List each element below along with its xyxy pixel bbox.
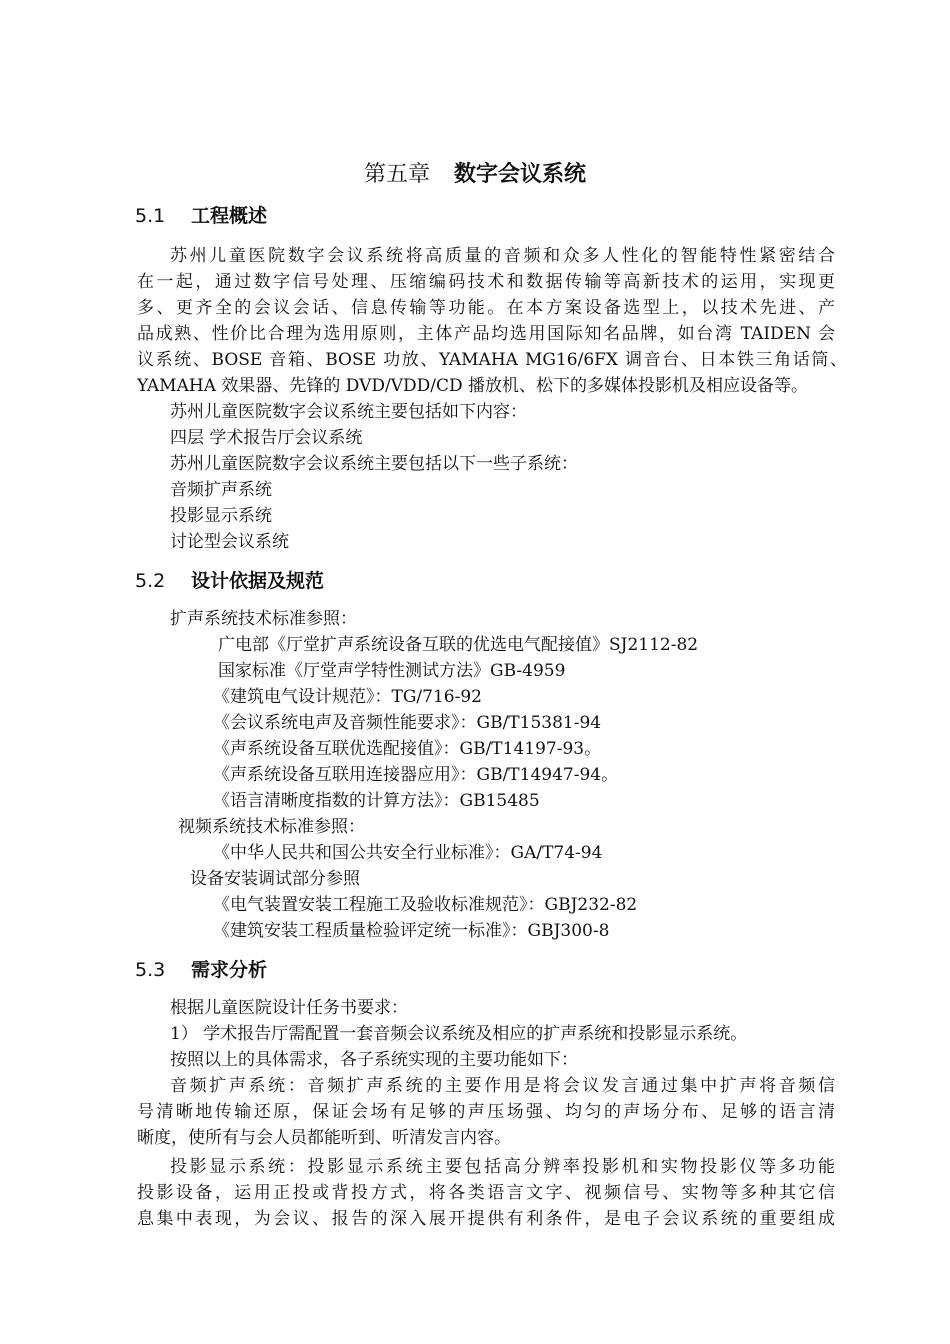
section-number: 5.2	[135, 570, 166, 592]
list-item: 投影显示系统	[170, 506, 272, 526]
standard-item: 《语言清晰度指数的计算方法》：GB15485	[213, 791, 540, 811]
standard-item: 《会议系统电声及音频性能要求》：GB/T15381-94	[213, 713, 602, 733]
chapter-title: 数字会议系统	[454, 162, 587, 187]
standards-heading: 扩声系统技术标准参照：	[170, 609, 357, 629]
paragraph-line: 议系统、BOSE 音箱、BOSE 功放、YAMAHA MG16/6FX 调音台、日本铁三角话筒、	[137, 350, 847, 370]
section-number: 5.1	[135, 205, 166, 227]
paragraph-line: 苏州儿童医院数字会议系统主要包括如下内容：	[170, 402, 527, 422]
section-heading-5-1	[135, 203, 267, 229]
paragraph-line: 投影设备，运用正投或背投方式，将各类语言文字、视频信号、实物等多种其它信	[137, 1183, 835, 1203]
list-item: 讨论型会议系统	[170, 532, 289, 552]
standard-item: 《中华人民共和国公共安全行业标准》：GA/T74-94	[213, 843, 603, 863]
standards-heading: 视频系统技术标准参照：	[178, 817, 365, 837]
section-heading-5-3	[135, 957, 267, 983]
paragraph-line: 品成熟、性价比合理为选用原则，主体产品均选用国际知名品牌，如台湾 TAIDEN 会	[137, 324, 835, 344]
paragraph-line: 苏州儿童医院数字会议系统主要包括以下一些子系统：	[170, 454, 578, 474]
chapter-number: 第五章	[363, 162, 430, 187]
paragraph-line: 苏州儿童医院数字会议系统将高质量的音频和众多人性化的智能特性紧密结合	[170, 246, 835, 266]
numbered-item: 1） 学术报告厅需配置一套音频会议系统及相应的扩声系统和投影显示系统。	[170, 1024, 748, 1044]
standard-item: 国家标准《厅堂声学特性测试方法》GB-4959	[218, 661, 566, 681]
paragraph-line: 息集中表现，为会议、报告的深入展开提供有利条件，是电子会议系统的重要组成	[137, 1209, 835, 1229]
standard-item: 广电部《厅堂扩声系统设备互联的优选电气配接值》SJ2112-82	[218, 635, 699, 655]
standard-item: 《声系统设备互联优选配接值》：GB/T14197-93。	[213, 739, 602, 759]
section-title: 工程概述	[191, 205, 268, 227]
paragraph-line: 号清晰地传输还原，保证会场有足够的声压场强、均匀的声场分布、足够的语言清	[137, 1102, 835, 1122]
paragraph-line: 多、更齐全的会议会话、信息传输等功能。在本方案设备选型上，以技术先进、产	[137, 298, 835, 318]
paragraph-line: 晰度，使所有与会人员都能听到、听清发言内容。	[137, 1128, 511, 1148]
paragraph-line: 投影显示系统：投影显示系统主要包括高分辨率投影机和实物投影仪等多功能	[170, 1157, 835, 1177]
paragraph-line: 音频扩声系统：音频扩声系统的主要作用是将会议发言通过集中扩声将音频信	[170, 1076, 835, 1096]
list-item: 四层 学术报告厅会议系统	[170, 428, 363, 448]
standard-item: 《建筑安装工程质量检验评定统一标准》：GBJ300-8	[213, 921, 610, 941]
paragraph-line: 按照以上的具体需求，各子系统实现的主要功能如下：	[170, 1050, 578, 1070]
standard-item: 《声系统设备互联用连接器应用》：GB/T14947-94。	[213, 765, 619, 785]
standards-heading: 设备安装调试部分参照	[190, 869, 360, 889]
paragraph-line: YAMAHA 效果器、先锋的 DVD/VDD/CD 播放机、松下的多媒体投影机及相应设备等。	[137, 376, 809, 396]
chapter-heading	[0, 160, 950, 190]
section-title: 需求分析	[191, 959, 268, 981]
paragraph-line: 根据儿童医院设计任务书要求：	[170, 998, 408, 1018]
list-item: 音频扩声系统	[170, 480, 272, 500]
paragraph-line: 在一起，通过数字信号处理、压缩编码技术和数据传输等高新技术的运用，实现更	[137, 272, 835, 292]
section-number: 5.3	[135, 959, 166, 981]
section-heading-5-2	[135, 568, 324, 594]
standard-item: 《电气装置安装工程施工及验收标准规范》：GBJ232-82	[213, 895, 638, 915]
section-title: 设计依据及规范	[191, 570, 325, 592]
standard-item: 《建筑电气设计规范》：TG/716-92	[213, 687, 482, 707]
